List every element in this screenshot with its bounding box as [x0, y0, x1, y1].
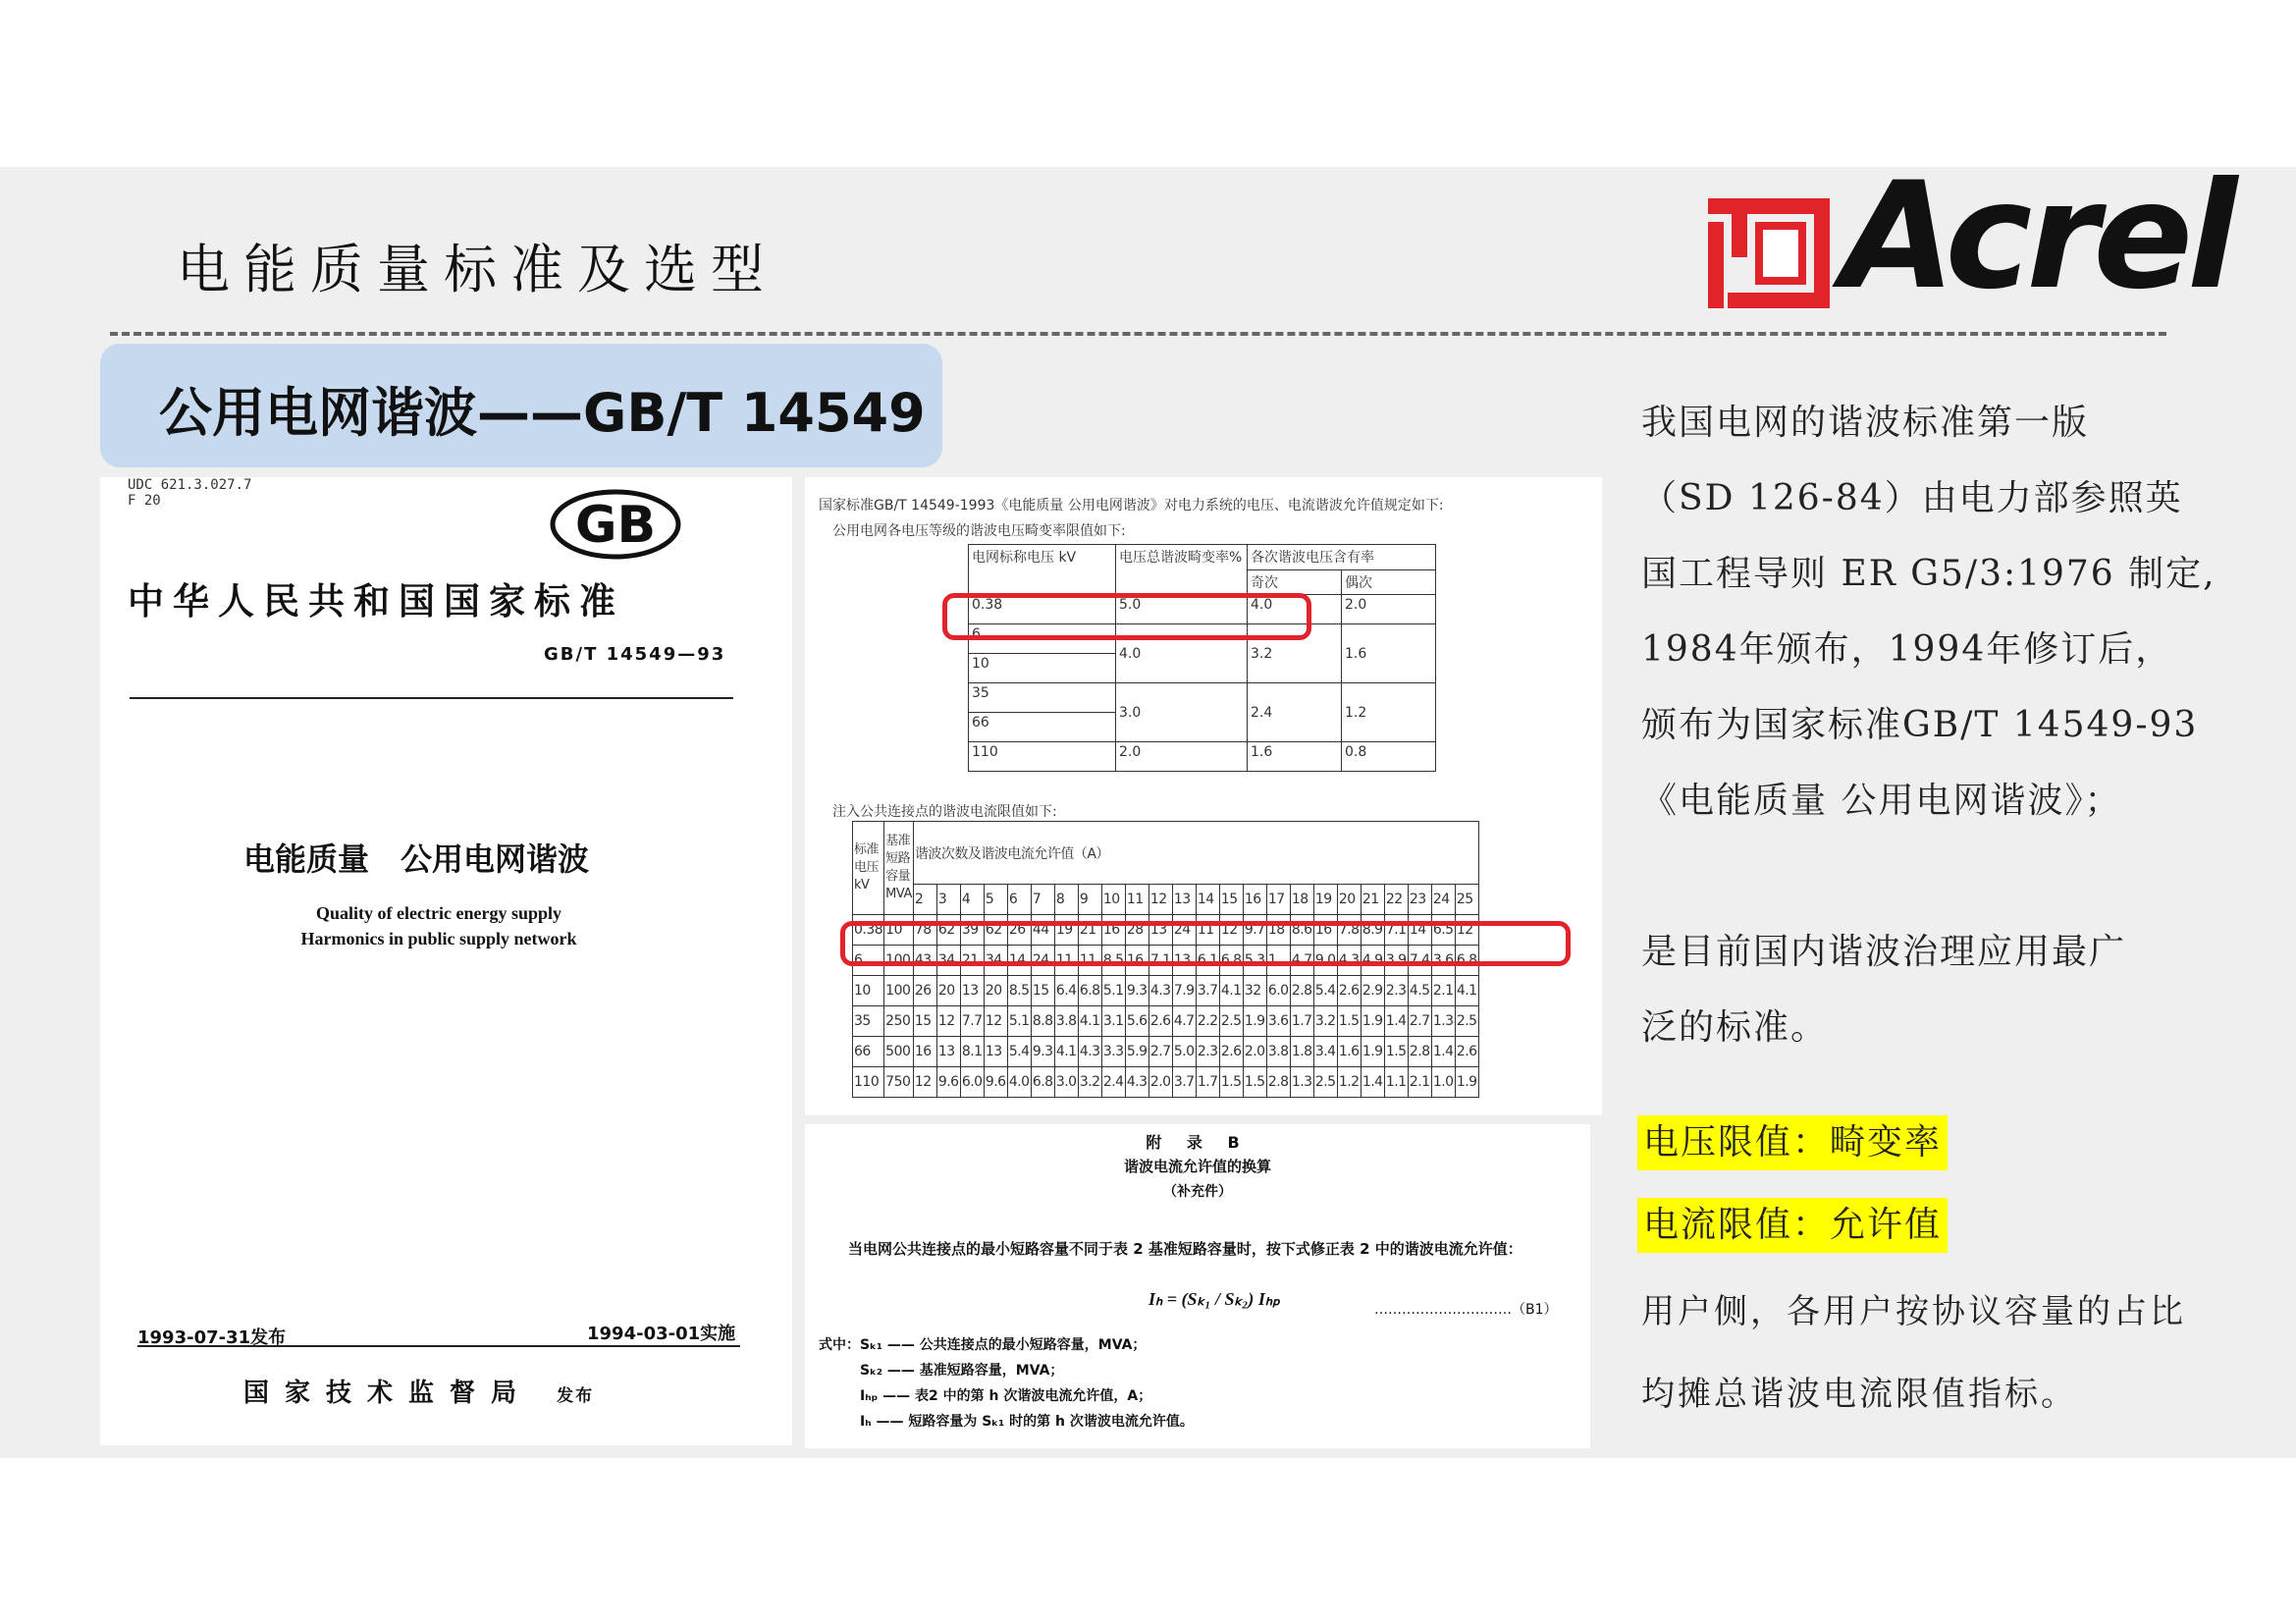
current-table-cell: 8.5 [1101, 946, 1125, 976]
current-table-cell: 2.6 [1219, 1037, 1243, 1067]
current-table-cell: 3.2 [1078, 1067, 1101, 1098]
current-table-cell: 2.2 [1196, 1006, 1219, 1037]
current-table-cell: 9.3 [1125, 976, 1148, 1006]
current-table-cell: 1.4 [1361, 1067, 1384, 1098]
current-table-cell: 8.1 [960, 1037, 984, 1067]
harmonic-order-cell: 14 [1196, 885, 1219, 915]
current-table-cell: 44 [1031, 915, 1054, 946]
current-table-cell: 7.8 [1337, 915, 1361, 946]
current-table-cell: 6.8 [1031, 1067, 1054, 1098]
current-table-cell: 7.9 [1172, 976, 1196, 1006]
harmonic-order-cell: 9 [1078, 885, 1101, 915]
current-table-cell: 0.38 [853, 915, 884, 946]
current-table-cell: 2.6 [1455, 1037, 1478, 1067]
current-table-cell: 21 [1078, 915, 1101, 946]
current-table-cell: 5.1 [1101, 976, 1125, 1006]
current-table-cell: 20 [936, 976, 960, 1006]
current-table-cell: 12 [936, 1006, 960, 1037]
current-table-cell: 5.6 [1125, 1006, 1148, 1037]
current-table-row [853, 976, 1479, 1006]
acrel-logo-mark-icon [1708, 198, 1830, 308]
current-table-cell: 3.6 [1431, 946, 1455, 976]
harmonic-order-cell: 22 [1384, 885, 1408, 915]
current-table-cell: 14 [1408, 915, 1431, 946]
current-table-cell: 1.5 [1384, 1037, 1408, 1067]
current-table-cell: 2.6 [1337, 976, 1361, 1006]
current-table-cell: 12 [984, 1006, 1007, 1037]
current-table-cell: 2.6 [1148, 1006, 1172, 1037]
current-table-cell: 1.9 [1361, 1006, 1384, 1037]
slide-title: 电能质量标准及选型 [177, 239, 777, 300]
harmonic-order-cell: 11 [1125, 885, 1148, 915]
current-table-cell: 9.6 [984, 1067, 1007, 1098]
user-side-note-1: 用户侧，各用户按协议容量的占比 [1641, 1292, 2186, 1331]
current-table-cell: 2.1 [1408, 1067, 1431, 1098]
current-table-cell: 39 [960, 915, 984, 946]
harmonic-order-row [853, 885, 1479, 915]
current-table-cell: 11 [1054, 946, 1078, 976]
current-table-cell: 62 [984, 915, 1007, 946]
current-table-cell: 3.8 [1054, 1006, 1078, 1037]
current-table-cell: 16 [1125, 946, 1148, 976]
current-table-cell: 1.0 [1431, 1067, 1455, 1098]
current-table-cell: 16 [1313, 915, 1337, 946]
current-table-row [853, 1006, 1479, 1037]
current-table-cell: 21 [960, 946, 984, 976]
title-divider [110, 332, 2166, 336]
subtitle-text: 公用电网谐波——GB/T 14549 [159, 382, 926, 444]
publisher: 国家技术监督局 发布 [243, 1379, 595, 1408]
cover-bottom-rule [137, 1345, 740, 1347]
current-table-cell: 5.4 [1313, 976, 1337, 1006]
current-table-cell: 16 [913, 1037, 936, 1067]
harmonic-order-cell: 5 [984, 885, 1007, 915]
current-table-cell: 2.7 [1148, 1037, 1172, 1067]
current-table-cell: 2.5 [1455, 1006, 1478, 1037]
harmonic-order-cell: 3 [936, 885, 960, 915]
current-table-cell: 1.2 [1337, 1067, 1361, 1098]
current-table-cell: 78 [913, 915, 936, 946]
current-table-cell: 2.3 [1196, 1037, 1219, 1067]
harmonic-order-cell: 10 [1101, 885, 1125, 915]
current-table-cell: 9.0 [1313, 946, 1337, 976]
current-table-cell: 1.1 [1384, 1067, 1408, 1098]
national-standard-heading: 中华人民共和国国家标准 [128, 580, 624, 623]
current-table-cell: 11 [1078, 946, 1101, 976]
current-table-cell: 13 [1148, 915, 1172, 946]
current-table-cell: 1.5 [1243, 1067, 1266, 1098]
tables-intro: 国家标准GB/T 14549-1993《电能质量 公用电网谐波》对电力系统的电压、电流谐波允许值规定如下: [819, 498, 1444, 514]
current-table-cell: 43 [913, 946, 936, 976]
harmonic-order-cell: 21 [1361, 885, 1384, 915]
current-table-cell: 4.3 [1078, 1037, 1101, 1067]
acrel-logo [1708, 151, 2238, 322]
current-table-cell: 2.5 [1313, 1067, 1337, 1098]
current-table-row [853, 1067, 1479, 1098]
current-table-cell: 1. [1266, 946, 1290, 976]
current-table-cell: 4.5 [1408, 976, 1431, 1006]
current-table-cell: 110 [853, 1067, 884, 1098]
current-table-cell: 1.5 [1337, 1006, 1361, 1037]
current-table-cell: 14 [1007, 946, 1031, 976]
formula-definition: Iₕₚ —— 表2 中的第 h 次谐波电流允许值，A； [860, 1388, 1152, 1404]
current-table-cell: 8.6 [1290, 915, 1313, 946]
current-table-cell: 5.4 [1007, 1037, 1031, 1067]
current-table-cell: 3.1 [1101, 1006, 1125, 1037]
current-table-cell: 1.7 [1290, 1006, 1313, 1037]
issue-date: 1993-07-31发布 [137, 1327, 287, 1348]
current-table-cell: 3.8 [1266, 1037, 1290, 1067]
current-table-cell: 1.9 [1361, 1037, 1384, 1067]
harmonic-order-cell: 4 [960, 885, 984, 915]
current-table-cell: 250 [884, 1006, 914, 1037]
current-table-cell: 9.7 [1243, 915, 1266, 946]
current-table-cell: 26 [1007, 915, 1031, 946]
current-table-cell: 2.4 [1101, 1067, 1125, 1098]
standard-code: GB/T 14549—93 [544, 644, 726, 665]
current-table-cell: 15 [913, 1006, 936, 1037]
current-table-cell: 2.8 [1290, 976, 1313, 1006]
current-table-cell: 100 [884, 976, 914, 1006]
current-table-cell: 15 [1031, 976, 1054, 1006]
description-text: 我国电网的谐波标准第一版 （SD 126-84）由电力部参照英 国工程导则 ER G5/3:1976 制定, 1984年颁布，1994年修订后， 颁布为国家标准GB/T 14549-93 《电能质量 公用电网谐波》； 是目前国内谐波治理应用最广 泛的标准。 [1641, 403, 2216, 1048]
current-table-cell: 6.0 [1266, 976, 1290, 1006]
current-table-cell: 13 [1172, 946, 1196, 976]
current-table-cell: 34 [936, 946, 960, 976]
current-table-cell: 100 [884, 946, 914, 976]
current-table-cell: 4.0 [1007, 1067, 1031, 1098]
cover-rule [130, 697, 733, 699]
current-table-cell: 1.4 [1384, 1006, 1408, 1037]
current-table-cell: 7.7 [960, 1006, 984, 1037]
current-table-cell: 3.3 [1101, 1037, 1125, 1067]
current-table-cell: 66 [853, 1037, 884, 1067]
appendix-image [805, 1124, 1590, 1448]
current-table-row [853, 1037, 1479, 1067]
current-limit-table: 标准电压kV 基准短路容量MVA 谐波次数及谐波电流允许值（A） 2 3 4 5 6 7 8 9 10 11 12 13 14 15 16 17 18 19 20 21 22 23 24 25 0.38 10 78 62 39 62 26 44 19 21 16 28 13 24 11 12 9.7 18 8.6 16 7.8 8.9 7.1 14 6.5 12 6 100 43 34 21 34 14 24 11 11 8.5 16 7.1 13 6.1 6.8 5.3 1. 4.7 9.0 4.3 4.9 3.9 7.4 3.6 6.8 10 100 26 20 13 20 8.5 15 6.4 6.8 5.1 9.3 4.3 7.9 3.7 4.1 32 6.0 2.8 5.4 2.6 2.9 2.3 4.5 2.1 4.1 35 250 15 12 7.7 12 5.1 8.8 3.8 4.1 3.1 5.6 2.6 4.7 2.2 2.5 1.9 3.6 1.7 3.2 1.5 1.9 1.4 2.7 1.3 2.5 66 500 16 13 8.1 13 5.4 9.3 4.1 4.3 3.3 5.9 2.7 5.0 2.3 2.6 2.0 3.8 1.8 3.4 1.6 1.9 1.5 2.8 1.4 2.6 110 750 12 9.6 6.0 9.6 4.0 6.8 3.0 3.2 2.4 4.3 2.0 3.7 1.7 1.5 1.5 2.8 1.3 2.5 1.2 1.4 1.1 2.1 1.0 1.9 [852, 821, 1479, 1098]
current-table-cell: 2.5 [1219, 1006, 1243, 1037]
voltage-table-row: 10 [969, 654, 1436, 683]
current-table-cell: 6.8 [1078, 976, 1101, 1006]
conversion-formula: Iₕ = (Sₖ₁ / Sₖ₂) Iₕₚ [1148, 1289, 1280, 1309]
current-table-cell: 24 [1172, 915, 1196, 946]
current-table-cell: 2.7 [1408, 1006, 1431, 1037]
current-table-cell: 1.6 [1337, 1037, 1361, 1067]
harmonic-order-cell: 6 [1007, 885, 1031, 915]
current-table-cell: 6.5 [1431, 915, 1455, 946]
current-table-cell: 1.7 [1196, 1067, 1219, 1098]
current-table-cell: 9.6 [936, 1067, 960, 1098]
voltage-table-caption: 公用电网各电压等级的谐波电压畸变率限值如下: [832, 523, 1126, 539]
current-table-cell: 9.3 [1031, 1037, 1054, 1067]
current-table-cell: 5.1 [1007, 1006, 1031, 1037]
current-table-cell: 4.1 [1455, 976, 1478, 1006]
gb-logo-icon [550, 489, 681, 560]
current-table-cell: 2.0 [1243, 1037, 1266, 1067]
current-table-cell: 4.9 [1361, 946, 1384, 976]
current-table-cell: 1.3 [1290, 1067, 1313, 1098]
current-table-cell: 6.4 [1054, 976, 1078, 1006]
harmonic-order-cell: 17 [1266, 885, 1290, 915]
current-table-cell: 20 [984, 976, 1007, 1006]
current-table-cell: 4.1 [1054, 1037, 1078, 1067]
voltage-table-row: 35 3.0 2.4 1.2 [969, 683, 1436, 713]
current-table-cell: 1.3 [1431, 1006, 1455, 1037]
formula-definition: Sₖ₂ —— 基准短路容量，MVA； [860, 1363, 1064, 1379]
current-table-cell: 32 [1243, 976, 1266, 1006]
current-table-cell: 2.8 [1266, 1067, 1290, 1098]
svg-text:GB: GB [574, 496, 657, 555]
current-table-cell: 6.8 [1219, 946, 1243, 976]
harmonic-order-cell: 15 [1219, 885, 1243, 915]
current-table-cell: 4.7 [1290, 946, 1313, 976]
formula-definition: Iₕ —— 短路容量为 Sₖ₁ 时的第 h 次谐波电流允许值。 [860, 1414, 1194, 1430]
current-table-cell: 1.5 [1219, 1067, 1243, 1098]
current-table-cell: 18 [1266, 915, 1290, 946]
current-table-cell: 500 [884, 1037, 914, 1067]
harmonic-order-cell: 2 [913, 885, 936, 915]
appendix-paragraph: 当电网公共连接点的最小短路容量不同于表 2 基准短路容量时，按下式修正表 2 中的谐波电流允许值： [848, 1240, 1522, 1258]
current-table-cell: 2.3 [1384, 976, 1408, 1006]
current-table-cell: 8.5 [1007, 976, 1031, 1006]
voltage-limit-table: 电网标称电压 kV 电压总谐波畸变率% 各次谐波电压含有率 奇次 偶次 0.38 5.0 4.0 2.0 6 4.0 3.2 1.6 10 35 3.0 2.4 1.2 66 110 2.0 1.6 0.8 [968, 544, 1436, 772]
standard-title-cn: 电能质量 公用电网谐波 [243, 840, 590, 878]
user-side-note-2: 均摊总谐波电流限值指标。 [1641, 1375, 2077, 1414]
subtitle-box [100, 344, 942, 467]
current-table-cell: 2.0 [1148, 1067, 1172, 1098]
voltage-table-row: 66 [969, 713, 1436, 742]
harmonic-order-cell: 20 [1337, 885, 1361, 915]
current-table-cell: 1.9 [1455, 1067, 1478, 1098]
current-table-cell: 8.8 [1031, 1006, 1054, 1037]
current-table-cell: 13 [936, 1037, 960, 1067]
current-table-cell: 62 [936, 915, 960, 946]
current-table-cell: 12 [1219, 915, 1243, 946]
standard-cover-image [100, 477, 792, 1445]
current-table-cell: 6.0 [960, 1067, 984, 1098]
voltage-row-highlight [942, 593, 1311, 640]
harmonic-order-cell: 16 [1243, 885, 1266, 915]
current-table-cell: 19 [1054, 915, 1078, 946]
current-table-cell: 4.3 [1125, 1067, 1148, 1098]
voltage-table-row: 0.38 5.0 4.0 2.0 [969, 595, 1436, 624]
current-table-cell: 1.4 [1431, 1037, 1455, 1067]
current-table-cell: 2.8 [1408, 1037, 1431, 1067]
current-table-cell: 7.4 [1408, 946, 1431, 976]
current-table-cell: 10 [884, 915, 914, 946]
current-table-cell: 34 [984, 946, 1007, 976]
harmonic-order-cell: 12 [1148, 885, 1172, 915]
appendix-title: 谐波电流允许值的换算 [1123, 1158, 1271, 1175]
current-table-cell: 4.3 [1337, 946, 1361, 976]
current-table-cell: 2.9 [1361, 976, 1384, 1006]
current-table-cell: 11 [1196, 915, 1219, 946]
limit-tables-image [805, 477, 1602, 1115]
current-table-cell: 16 [1101, 915, 1125, 946]
current-table-cell: 13 [960, 976, 984, 1006]
voltage-limit-highlight: 电压限值：畸变率 [1637, 1115, 1948, 1170]
current-table-cell: 7.1 [1148, 946, 1172, 976]
current-table-cell: 7.1 [1384, 915, 1408, 946]
equation-number: …………………………（B1） [1374, 1302, 1558, 1318]
formula-definition: 式中：Sₖ₁ —— 公共连接点的最小短路容量，MVA； [819, 1337, 1147, 1353]
standard-title-en-1: Quality of electric energy supply [316, 903, 561, 923]
current-table-cell: 35 [853, 1006, 884, 1037]
harmonic-order-cell: 24 [1431, 885, 1455, 915]
current-table-cell: 1.9 [1243, 1006, 1266, 1037]
current-table-cell: 750 [884, 1067, 914, 1098]
current-table-cell: 4.1 [1078, 1006, 1101, 1037]
current-table-cell: 28 [1125, 915, 1148, 946]
current-table-cell: 3.9 [1384, 946, 1408, 976]
current-table-cell: 24 [1031, 946, 1054, 976]
current-table-cell: 6 [853, 946, 884, 976]
current-limit-highlight: 电流限值：允许值 [1637, 1198, 1948, 1253]
current-table-cell: 2.1 [1431, 976, 1455, 1006]
standard-title-en-2: Harmonics in public supply network [300, 929, 577, 948]
current-table-cell: 5.3 [1243, 946, 1266, 976]
current-table-cell: 3.2 [1313, 1006, 1337, 1037]
acrel-logo-text: Acrel [1842, 151, 2232, 322]
current-table-cell: 12 [913, 1067, 936, 1098]
harmonic-order-cell: 8 [1054, 885, 1078, 915]
current-table-cell: 3.7 [1196, 976, 1219, 1006]
current-table-cell: 3.7 [1172, 1067, 1196, 1098]
current-table-cell: 6.1 [1196, 946, 1219, 976]
appendix-supplement: （补充件） [1163, 1184, 1232, 1200]
voltage-table-row: 6 4.0 3.2 1.6 [969, 624, 1436, 654]
current-table-cell: 13 [984, 1037, 1007, 1067]
current-table-cell: 4.7 [1172, 1006, 1196, 1037]
current-table-caption: 注入公共连接点的谐波电流限值如下: [832, 804, 1057, 820]
current-table-cell: 4.1 [1219, 976, 1243, 1006]
harmonic-order-cell: 23 [1408, 885, 1431, 915]
current-table-cell: 4.3 [1148, 976, 1172, 1006]
current-table-cell: 8.9 [1361, 915, 1384, 946]
current-table-cell: 26 [913, 976, 936, 1006]
appendix-heading: 附 录 B [1146, 1133, 1250, 1152]
harmonic-order-cell: 7 [1031, 885, 1054, 915]
udc-code: UDC 621.3.027.7 F 20 [128, 477, 252, 509]
current-table-cell: 3.4 [1313, 1037, 1337, 1067]
effective-date: 1994-03-01实施 [587, 1324, 736, 1344]
harmonic-order-cell: 13 [1172, 885, 1196, 915]
current-table-cell: 6.8 [1455, 946, 1478, 976]
harmonic-order-cell: 19 [1313, 885, 1337, 915]
current-table-cell: 5.9 [1125, 1037, 1148, 1067]
current-table-cell: 12 [1455, 915, 1478, 946]
current-table-cell: 5.0 [1172, 1037, 1196, 1067]
voltage-table-row: 110 2.0 1.6 0.8 [969, 742, 1436, 772]
harmonic-order-cell: 25 [1455, 885, 1478, 915]
current-table-cell: 10 [853, 976, 884, 1006]
current-table-cell: 3.0 [1054, 1067, 1078, 1098]
current-table-cell: 3.6 [1266, 1006, 1290, 1037]
current-table-cell: 1.8 [1290, 1037, 1313, 1067]
current-row-highlight [840, 921, 1571, 966]
harmonic-order-cell: 18 [1290, 885, 1313, 915]
